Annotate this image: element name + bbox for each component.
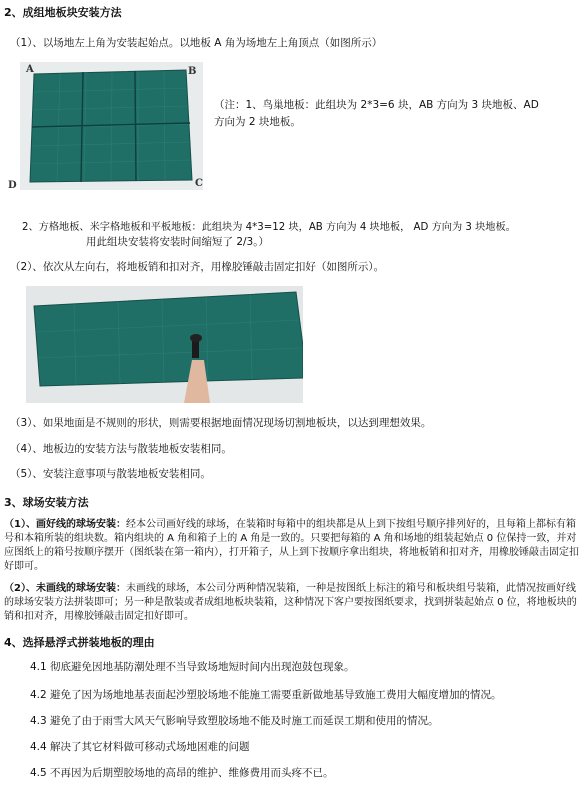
reason-item: 4.5 不再因为后期塑胶场地的高昂的维护、维修费用而头疼不已。 bbox=[30, 767, 334, 779]
reason-item: 4.4 解决了其它材料做可移动式场地困难的问题 bbox=[30, 741, 250, 753]
section-2-title: 2、成组地板块安装方法 bbox=[4, 6, 122, 19]
section-3-item-2-body: 未画线的球场，本公司分两种情况装箱，一种是按图纸上标注的箱号和板块组号装箱，此情况按画好线的球场安装方法拼装即可；另一种是散装或者成组地板块装箱，这种情况下客户要按图纸要求，找到拼装起始点 0 位，将地板块的销和扣对齐，用橡胶锤敲击固定扣好即可。 bbox=[4, 583, 577, 622]
section-2-step-3: （3）、如果地面是不规则的形状，则需要根据地面情况现场切割地板块，以达到理想效果。 bbox=[10, 417, 432, 429]
corner-label-a: A bbox=[26, 64, 34, 75]
section-2-step-5: （5）、安装注意事项与散装地板安装相同。 bbox=[10, 468, 211, 480]
note-line-1: （注：1、鸟巢地板：此组块为 2*3=6 块，AB 方向为 3 块地板、AD bbox=[214, 99, 539, 111]
installation-photo bbox=[26, 286, 303, 403]
section-4-title: 4、选择悬浮式拼装地板的理由 bbox=[4, 636, 155, 649]
corner-label-d: D bbox=[8, 180, 17, 191]
section-2-step-2: （2）、依次从左向右，将地板销和扣对齐，用橡胶锤敲击固定扣好（如图所示）。 bbox=[10, 261, 385, 273]
section-3-item-1-body: 经本公司画好线的球场，在装箱时每箱中的组块都是从上到下按组号顺序排列好的，且每箱上都标有箱号和本箱所装的组块数。箱内组块的 A 角和箱子上的 A 角是一致的。只要把每箱的 A 角和场地的组装起始点 0 位保持一致，并对应图纸上的箱号按顺序摆开（图纸装在第一箱内），打开箱子，从上到下按顺序拿出组块，将地板销和扣对齐，用橡胶锤敲击固定扣好即可。 bbox=[4, 519, 579, 572]
section-3-item-2-lead: （2）、未画线的球场安装： bbox=[4, 583, 126, 594]
mesh-floor-note-line-1: 2、方格地板、米字格地板和平板地板：此组块为 4*3=12 块，AB 方向为 4 块地板， AD 方向为 3 块地板。 bbox=[22, 222, 516, 233]
installation-illustration bbox=[26, 286, 303, 403]
section-3-title: 3、球场安装方法 bbox=[4, 496, 89, 509]
tile-block-photo bbox=[8, 62, 203, 191]
corner-label-b: B bbox=[188, 66, 197, 77]
section-3-item-1-lead: （1）、画好线的球场安装： bbox=[4, 519, 126, 530]
tile-block-illustration bbox=[20, 62, 203, 190]
note-line-2: 方向为 2 块地板。 bbox=[214, 116, 301, 128]
section-2-step-4: （4）、地板边的安装方法与散装地板安装相同。 bbox=[10, 443, 232, 455]
reason-item: 4.2 避免了因为场地地基表面起沙塑胶场地不能施工需要重新做地基导致施工费用大幅度增加的情况。 bbox=[30, 689, 502, 701]
section-3-item-1 bbox=[4, 518, 584, 574]
mesh-floor-note-line-2: 用此组块安装将安装时间缩短了 2/3。） bbox=[86, 236, 269, 248]
reason-item: 4.1 彻底避免因地基防潮处理不当导致场地短时间内出现泡鼓包现象。 bbox=[30, 661, 355, 673]
reason-item: 4.3 避免了由于雨雪大风天气影响导致塑胶场地不能及时施工而延误工期和使用的情况。 bbox=[30, 715, 439, 727]
section-2-step-1: （1）、以场地左上角为安装起始点。以地板 A 角为场地左上角顶点（如图所示） bbox=[10, 37, 383, 49]
section-3-item-2 bbox=[4, 582, 584, 624]
corner-label-c: C bbox=[195, 178, 203, 189]
